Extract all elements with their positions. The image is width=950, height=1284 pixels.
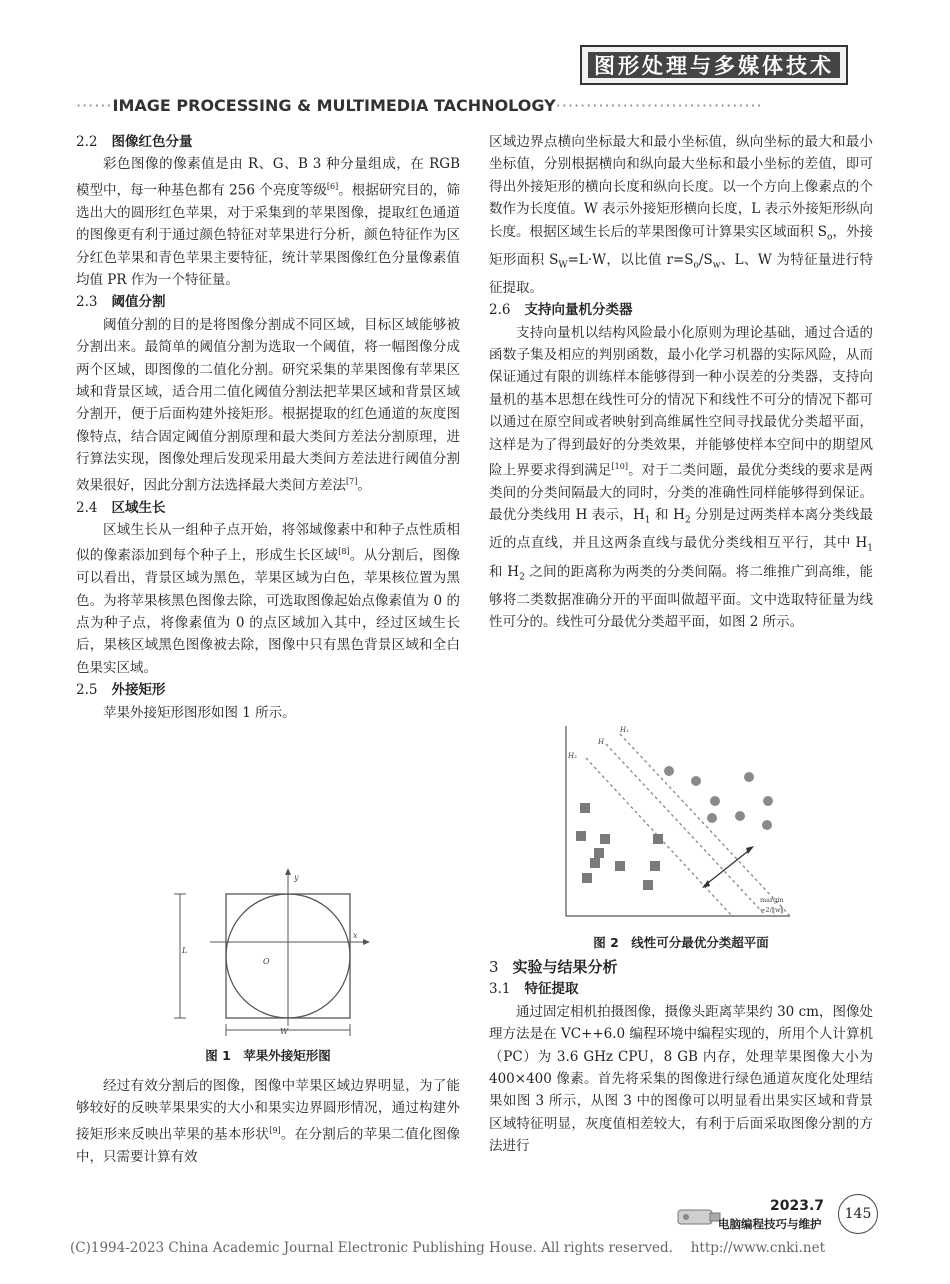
copyright-notice: (C)1994-2023 China Academic Journal Electronic Publishing House. All rights reserved. http://www.cnki.net: [70, 1240, 826, 1256]
h1-label: H₁: [620, 726, 629, 734]
section-heading-2-2: 2.2 图像红色分量: [76, 134, 193, 150]
running-title: IMAGE PROCESSING & MULTIMEDIA TACHNOLOGY: [112, 96, 556, 115]
w-label: W: [280, 1027, 289, 1036]
sample-square: [576, 831, 586, 841]
issue-date: 2023.7: [770, 1198, 825, 1214]
figure-1-caption: 图 1 苹果外接矩形图: [205, 1048, 331, 1063]
sample-square: [615, 861, 625, 871]
figure-2-caption: 图 2 线性可分最优分类超平面: [593, 935, 769, 950]
x-axis-label: x: [353, 931, 358, 940]
section-heading-3-1: 3.1 特征提取: [489, 981, 579, 998]
paragraph: 区域边界点横向坐标最大和最小坐标值，纵向坐标的最大和最小坐标值，分别根据横向和纵向最大坐标和最小坐标的差值，即可得出外接矩形的横向长度和纵向长度。以一个方向上像素点的个数作为长度值。W 表示外接矩形横向长度，L 表示外接矩形纵向长度。根据区域生长后的苹果图像可计算果实区域面积 $S_o$，外接矩形面积 $S_W=L\cdot W$，以比值 $r=S_o/S_w$、L、W 为特征量进行特征提取。: [489, 134, 873, 296]
h2-label: H₂: [568, 752, 577, 760]
section-title: 图形处理与多媒体技术: [594, 54, 834, 78]
sample-square: [582, 873, 592, 883]
sample-square: [653, 834, 663, 844]
section-heading-2-3: 2.3 阈值分割: [76, 294, 166, 311]
paragraph: 苹果外接矩形图形如图 1 所示。: [103, 704, 296, 721]
section-heading-3: 3 实验与结果分析: [489, 958, 618, 976]
figure-1-bounding-rectangle: [170, 866, 380, 1038]
sample-circle: [735, 811, 745, 821]
paragraph: 通过固定相机拍摄图像，摄像头距离苹果约 30 cm，图像处理方法是在 VC++6.0 编程环境中编程实现的，所用个人计算机（PC）为 3.6 GHz CPU，8 GB 内存，处理苹果图像大小为 400×400 像素。首先将采集的图像进行绿色通道灰度化处理结果如图 3 所示，从图 3 中的图像可以明显看出果实区域和背景区域特征明显，灰度值相差较大，有利于后面采取图像分割的方法进行: [489, 1003, 873, 1155]
sample-square: [580, 803, 590, 813]
sample-square: [650, 861, 660, 871]
y-axis-label: y: [294, 873, 299, 882]
paragraph: 彩色图像的像素值是由 R、G、B 3 种分量组成，在 RGB 模型中，每一种基色都有 256 个亮度等级[6]。根据研究目的，筛选出大的圆形红色苹果，对于采集到的苹果图像，提取红色通道的图像更有利于通过颜色特征对苹果进行分析，颜色特征作为区分红色苹果和青色苹果主要特征，统计苹果图像红色分量像素值均值 PR 作为一个特征量。: [76, 156, 460, 288]
sample-square: [600, 834, 610, 844]
l-label: L: [182, 946, 188, 955]
sample-square: [594, 848, 604, 858]
sample-circle: [691, 776, 701, 786]
sample-circle: [707, 813, 717, 823]
section-banner: [580, 45, 848, 85]
running-header: ······IMAGE PROCESSING & MULTIMEDIA TACHNOLOGY··································: [76, 96, 763, 115]
right-column: [489, 131, 873, 633]
sample-circle: [664, 766, 674, 776]
margin-equation: =2/‖w‖: [760, 906, 784, 914]
sample-circle: [710, 796, 720, 806]
left-column: [76, 131, 460, 724]
sample-square: [643, 880, 653, 890]
margin-label: margin: [760, 896, 784, 904]
class-squares: [576, 803, 663, 890]
paragraph: 阈值分割的目的是将图像分割成不同区域，目标区域能够被分割出来。最简单的阈值分割为选取一个阈值，将一幅图像分成两个区域，即图像的二值化分割。研究采集的苹果图像有苹果区域和背景区域，适合用二值化阈值分割法把苹果区域和背景区域分割开，便于后面构建外接矩形。根据提取的红色通道的灰度图像特点，结合固定阈值分割原理和最大类间方差法分割原理，进行算法实现，图像处理后发现采用最大类间方差法进行阈值分割效果很好，因此分割方法选择最大类间方差法[7]。: [76, 316, 460, 494]
section-heading-2-6: 2.6 支持向量机分类器: [489, 302, 633, 319]
journal-name: 电脑编程技巧与维护: [718, 1217, 822, 1231]
paragraph: 支持向量机以结构风险最小化原则为理论基础，通过合适的函数子集及相应的判别函数，最小化学习机器的实际风险，从而保证通过有限的训练样本能够得到一种小误差的分类器，支持向量机的基本思想在线性可分的情况下和线性不可分的情况下都可以通过在原空间或者映射到高维属性空间寻找最优分类超平面，这样是为了得到最好的分类效果，并能够使样本空间中的期望风险上界要求得到满足[10]。对于二类问题，最优分类线的要求是两类间的分类间隔最大的同时，分类的准确性同样能够得到保证。最优分类线用 H 表示，$H_1$ 和 $H_2$ 分别是过两类样本离分类线最近的点直线，并且这两条直线与最优分类线相互平行，其中 $H_1$ 和 $H_2$ 之间的距离称为两类的分类间隔。将二维推广到高维，能够将二类数据准确分开的平面叫做超平面。文中选取特征量为线性可分的。线性可分最优分类超平面，如图 2 所示。: [489, 324, 874, 631]
sample-circle: [762, 820, 772, 830]
paragraph: 区域生长从一组种子点开始，将邻域像素中和种子点性质相似的像素添加到每个种子上，形成生长区域[8]。从分割后，图像可以看出，背景区域为黑色，苹果区域为白色，苹果核位置为黑色。为将苹果核黑色图像去除，可选取图像起始点像素值为 0 的点为种子点，将像素值为 0 的点区域加入其中，经过区域生长后，果核区域黑色图像被去除，图像中只有黑色背景区域和全白色果实区域。: [76, 521, 461, 676]
right-column-bottom: [489, 956, 873, 1158]
section-heading-2-5: 2.5 外接矩形: [76, 682, 166, 699]
sample-circle: [744, 772, 754, 782]
page-number: 145: [838, 1194, 878, 1234]
paragraph: 经过有效分割后的图像，图像中苹果区域边界明显，为了能够较好的反映苹果果实的大小和果实边界圆形情况，通过构建外接矩形来反映出苹果的基本形状[9]。在分割后的苹果二值化图像中，只需要计算有效: [76, 1078, 461, 1165]
origin-label: O: [263, 957, 270, 966]
section-heading-2-4: 2.4 区域生长: [76, 499, 166, 516]
h-label: H: [598, 738, 605, 746]
h-line: [606, 744, 766, 916]
figure-2-svm-hyperplane: [562, 720, 794, 926]
usb-drive-icon: [672, 1200, 724, 1232]
sample-circle: [763, 796, 773, 806]
sample-square: [590, 858, 600, 868]
class-circles: [664, 766, 773, 830]
left-column-bottom: [76, 1075, 460, 1168]
